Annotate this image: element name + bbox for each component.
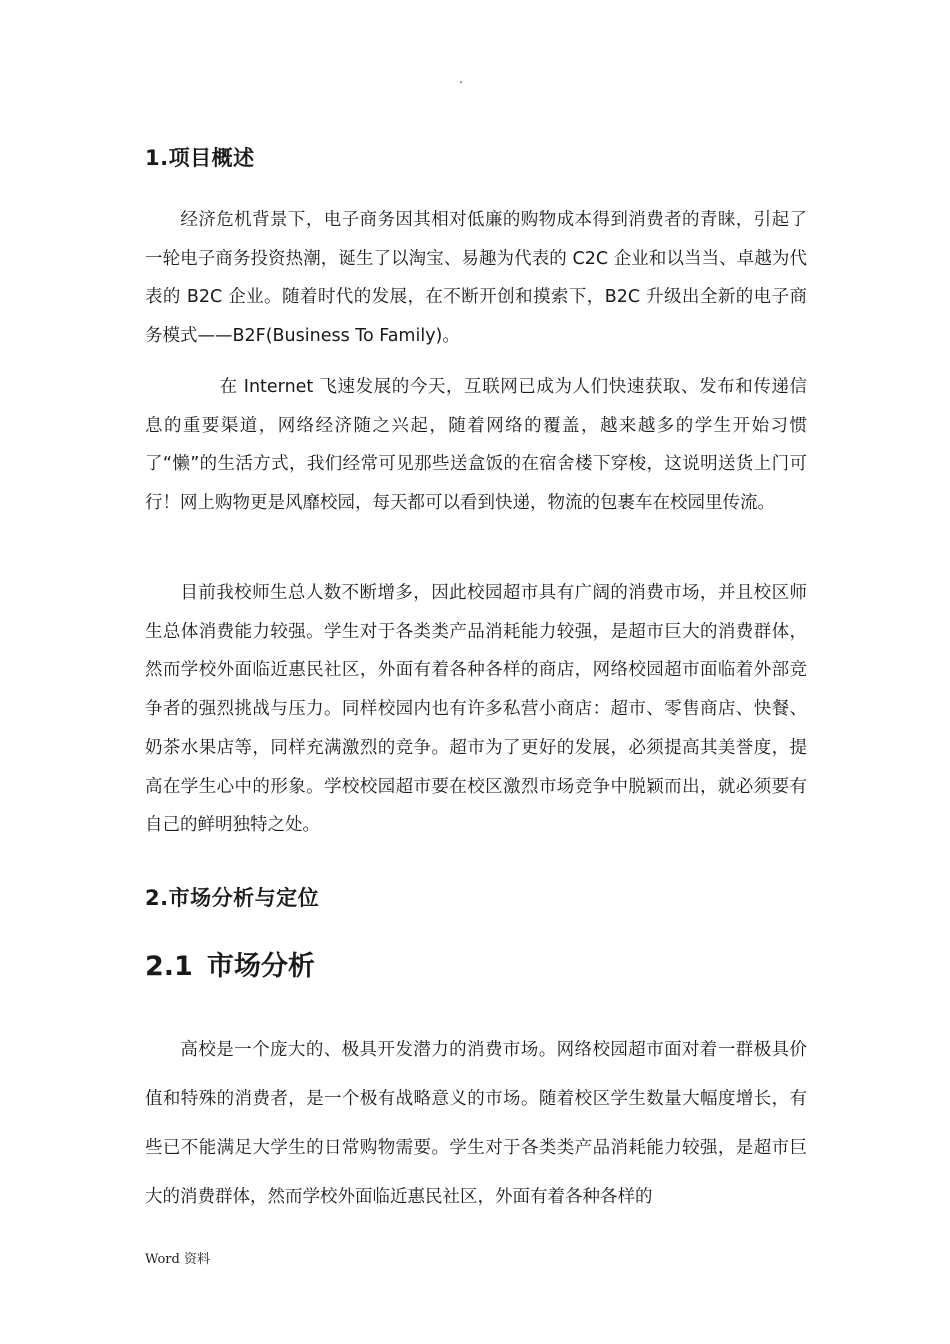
subsection-number: 2.1 bbox=[145, 951, 193, 982]
paragraph bbox=[145, 1026, 807, 1222]
subsection-title: 市场分析 bbox=[206, 951, 315, 982]
section-heading-1: 1.项目概述 bbox=[145, 146, 255, 170]
section-heading-2: 2.市场分析与定位 bbox=[145, 886, 320, 910]
paragraph-text: 高校是一个庞大的、极具开发潜力的消费市场。网络校园超市面对着一群极具价值和特殊的消费者，是一个极有战略意义的市场。随着校区学生数量大幅度增长，有些已不能满足大学生的日常购物需要。学生对于各类类产品消耗能力较强，是超市巨大的消费群体，然而学校外面临近惠民社区，外面有着各种各样的 bbox=[145, 1040, 807, 1207]
paragraph bbox=[145, 574, 807, 845]
paragraph bbox=[145, 201, 807, 356]
paragraph-text: 经济危机背景下，电子商务因其相对低廉的购物成本得到消费者的青睐，引起了一轮电子商务投资热潮，诞生了以淘宝、易趣为代表的 C2C 企业和以当当、卓越为代表的 B2C 企业。随着时代的发展，在不断开创和摸索下，B2C 升级出全新的电子商务模式——B2F(Business To Family)。 bbox=[145, 210, 807, 347]
paragraph-text: 在 Internet 飞速发展的今天，互联网已成为人们快速获取、发布和传递信息的重要渠道，网络经济随之兴起，随着网络的覆盖，越来越多的学生开始习惯了“懒”的生活方式，我们经常可见那些送盒饭的在宿舍楼下穿梭，这说明送货上门可行！网上购物更是风靡校园，每天都可以看到快递，物流的包裹车在校园里传流。 bbox=[145, 377, 807, 514]
header-mark: . bbox=[459, 72, 463, 86]
footer-label: Word 资料 bbox=[145, 1252, 210, 1267]
paragraph-text: 目前我校师生总人数不断增多，因此校园超市具有广阔的消费市场，并且校区师生总体消费能力较强。学生对于各类类产品消耗能力较强，是超市巨大的消费群体，然而学校外面临近惠民社区，外面有着各种各样的商店，网络校园超市面临着外部竞争者的强烈挑战与压力。同样校园内也有许多私营小商店：超市、零售商店、快餐、奶茶水果店等，同样充满激烈的竞争。超市为了更好的发展，必须提高其美誉度，提高在学生心中的形象。学校校园超市要在校区激烈市场竞争中脱颖而出，就必须要有自己的鲜明独特之处。 bbox=[145, 583, 807, 836]
paragraph bbox=[145, 368, 807, 523]
subsection-heading-2-1 bbox=[145, 950, 315, 984]
